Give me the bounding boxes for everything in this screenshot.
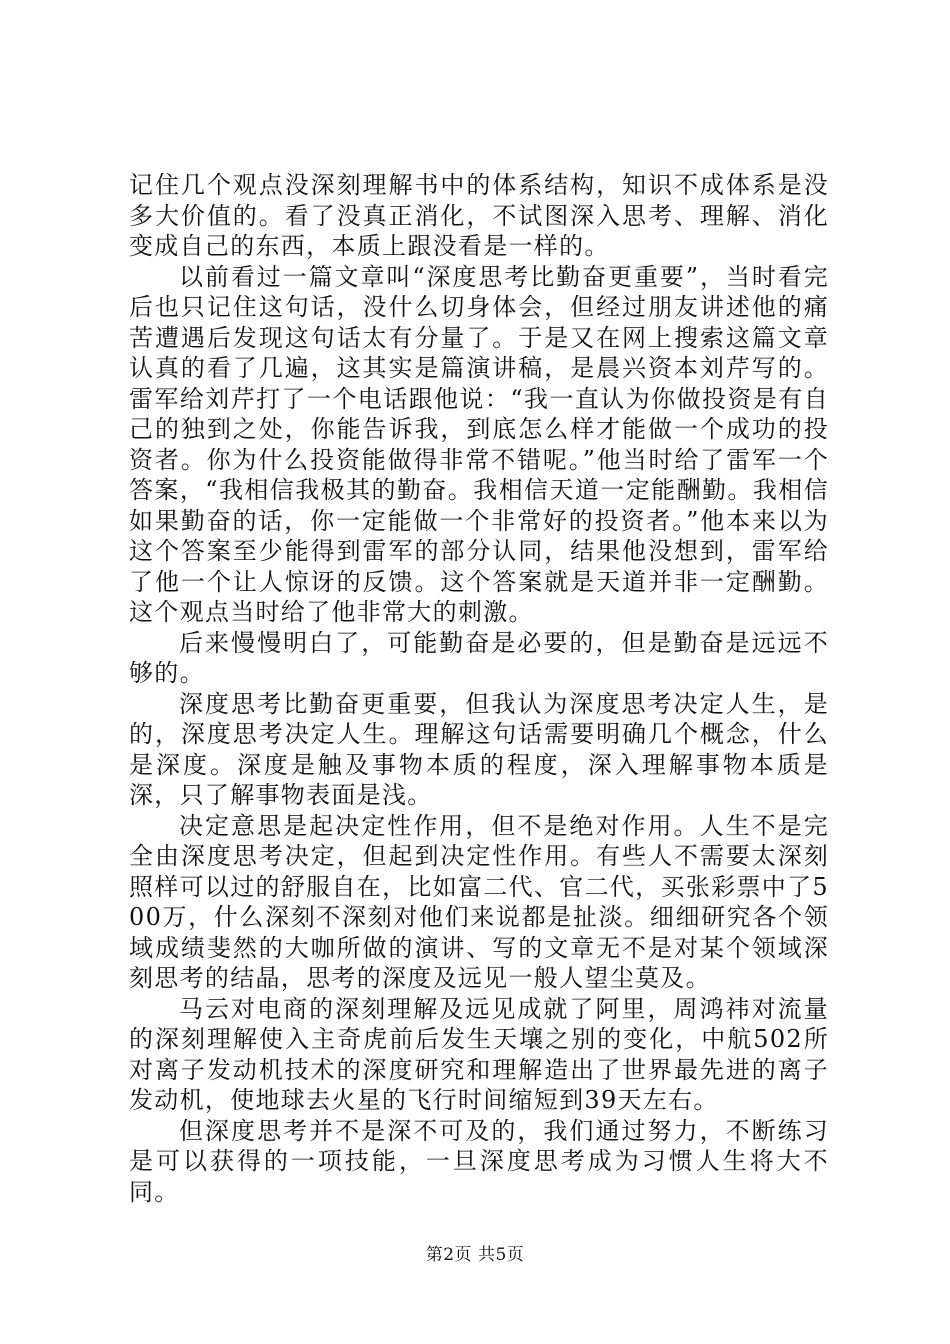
paragraph-1: 记住几个观点没深刻理解书中的体系结构，知识不成体系是没多大价值的。看了没真正消化，不试图深入思考、理解、消化变成自己的东西，本质上跟没看是一样的。 [129, 171, 829, 260]
page-footer: 第2页 共5页 [425, 1245, 525, 1265]
paragraph-2: 以前看过一篇文章叫“深度思考比勤奋更重要”，当时看完后也只记住这句话，没什么切身体会，但经过朋友讲述他的痛苦遭遇后发现这句话太有分量了。于是又在网上搜索这篇文章认真的看了几遍，这其实是篇演讲稿，是晨兴资本刘芹写的。雷军给刘芹打了一个电话跟他说：“我一直认为你做投资是有自己的独到之处，你能告诉我，到底怎么样才能做一个成功的投资者。你为什么投资能做得非常不错呢。”他当时给了雷军一个答案，“我相信我极其的勤奋。我相信天道一定能酬勤。我相信如果勤奋的话，你一定能做一个非常好的投资者。”他本来以为这个答案至少能得到雷军的部分认同，结果他没想到，雷军给了他一个让人惊讶的反馈。这个答案就是天道并非一定酬勤。这个观点当时给了他非常大的刺激。 [129, 262, 829, 626]
paragraph-4: 深度思考比勤奋更重要，但我认为深度思考决定人生，是的，深度思考决定人生。理解这句话需要明确几个概念，什么是深度。深度是触及事物本质的程度，深入理解事物本质是深，只了解事物表面是浅。 [129, 689, 829, 809]
body-text [129, 170, 829, 1207]
paragraph-3: 后来慢慢明白了，可能勤奋是必要的，但是勤奋是远远不够的。 [129, 628, 829, 687]
paragraph-5: 决定意思是起决定性作用，但不是绝对作用。人生不是完全由深度思考决定，但起到决定性作用。有些人不需要太深刻照样可以过的舒服自在，比如富二代、官二代，买张彩票中了500万，什么深刻不深刻对他们来说都是扯淡。细细研究各个领域成绩斐然的大咖所做的演讲、写的文章无不是对某个领域深刻思考的结晶，思考的深度及远见一般人望尘莫及。 [129, 811, 829, 992]
paragraph-7: 但深度思考并不是深不可及的，我们通过努力，不断练习是可以获得的一项技能，一旦深度思考成为习惯人生将大不同。 [129, 1116, 829, 1206]
paragraph-6: 马云对电商的深刻理解及远见成就了阿里，周鸿祎对流量的深刻理解使入主奇虎前后发生天壤之别的变化，中航502所对离子发动机技术的深度研究和理解造出了世界最先进的离子发动机，使地球去火星的飞行时间缩短到39天左右。 [129, 994, 829, 1114]
